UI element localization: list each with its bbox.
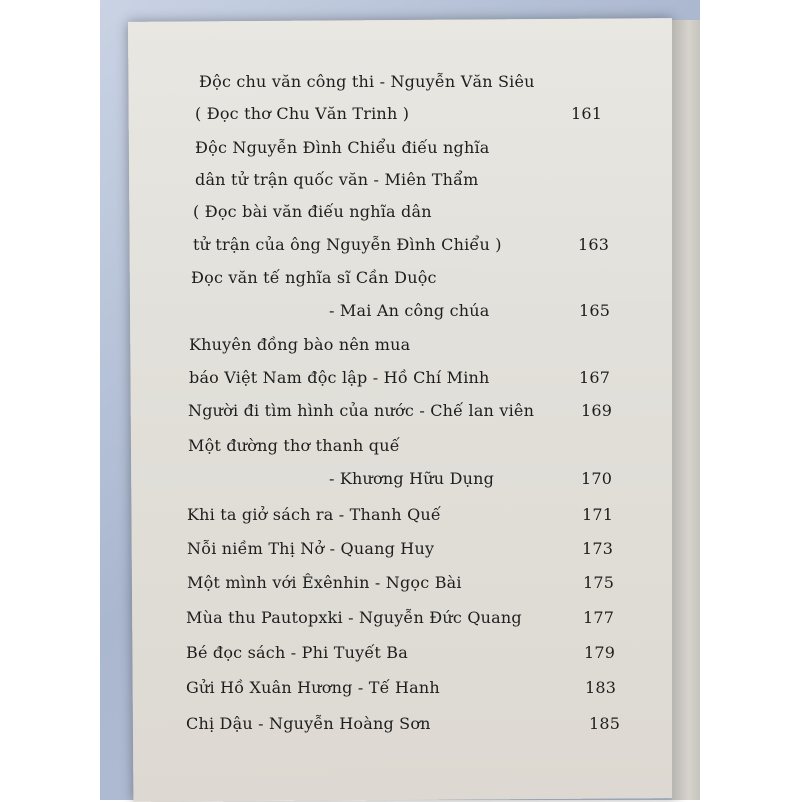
toc-entry-page: 161 xyxy=(571,104,603,123)
toc-entry-page: 183 xyxy=(585,678,617,697)
toc-entry-page: 179 xyxy=(584,643,616,662)
toc-entry-page: 185 xyxy=(589,714,621,733)
toc-entry-page: 163 xyxy=(578,235,610,254)
toc-entry-page: 165 xyxy=(579,301,611,320)
toc-entry-title: dân tử trận quốc văn - Miên Thẩm xyxy=(195,170,479,189)
toc-entry-page: 171 xyxy=(582,505,614,524)
toc-entry-page: 170 xyxy=(581,469,613,488)
toc-entry-page: 177 xyxy=(583,608,615,627)
toc-entry-title: Mùa thu Pautopxki - Nguyễn Đức Quang xyxy=(186,608,522,627)
toc-entry-title: Khuyên đồng bào nên mua xyxy=(189,335,411,354)
toc-entry-page: 175 xyxy=(583,573,615,592)
toc-entry-title: ( Đọc bài văn điếu nghĩa dân xyxy=(193,202,432,221)
toc-entry-page: 169 xyxy=(581,401,613,420)
toc-entry-title: Nỗi niềm Thị Nở - Quang Huy xyxy=(187,539,435,558)
toc-entry-title: - Khương Hữu Dụng xyxy=(329,469,495,488)
toc-entry-title: báo Việt Nam độc lập - Hồ Chí Minh xyxy=(189,368,490,387)
toc-entry-title: ( Đọc thơ Chu Văn Trinh ) xyxy=(195,104,410,123)
toc-entry-page: 167 xyxy=(579,368,611,387)
toc-entry-title: Độc chu văn công thi - Nguyễn Văn Siêu xyxy=(199,72,535,91)
toc-entry-title: tử trận của ông Nguyễn Đình Chiểu ) xyxy=(193,235,502,254)
toc-entry-title: Một mình với Êxênhin - Ngọc Bài xyxy=(187,573,462,592)
toc-entry-title: Độc Nguyễn Đình Chiểu điếu nghĩa xyxy=(195,138,490,157)
toc-entry-title: - Mai An công chúa xyxy=(329,301,490,320)
toc-entry-title: Người đi tìm hình của nước - Chế lan viên xyxy=(188,401,535,420)
toc-entry-title: Một đường thơ thanh quế xyxy=(188,436,400,455)
toc-entry-title: Bé đọc sách - Phi Tuyết Ba xyxy=(186,643,408,662)
toc-entry-title: Đọc văn tế nghĩa sĩ Cần Duộc xyxy=(191,268,437,287)
toc-entry-title: Khi ta giở sách ra - Thanh Quế xyxy=(187,505,441,524)
toc-entry-page: 173 xyxy=(582,539,614,558)
toc-entry-title: Gửi Hồ Xuân Hương - Tế Hanh xyxy=(186,678,440,697)
toc-entry-title: Chị Dậu - Nguyễn Hoàng Sơn xyxy=(186,714,431,733)
